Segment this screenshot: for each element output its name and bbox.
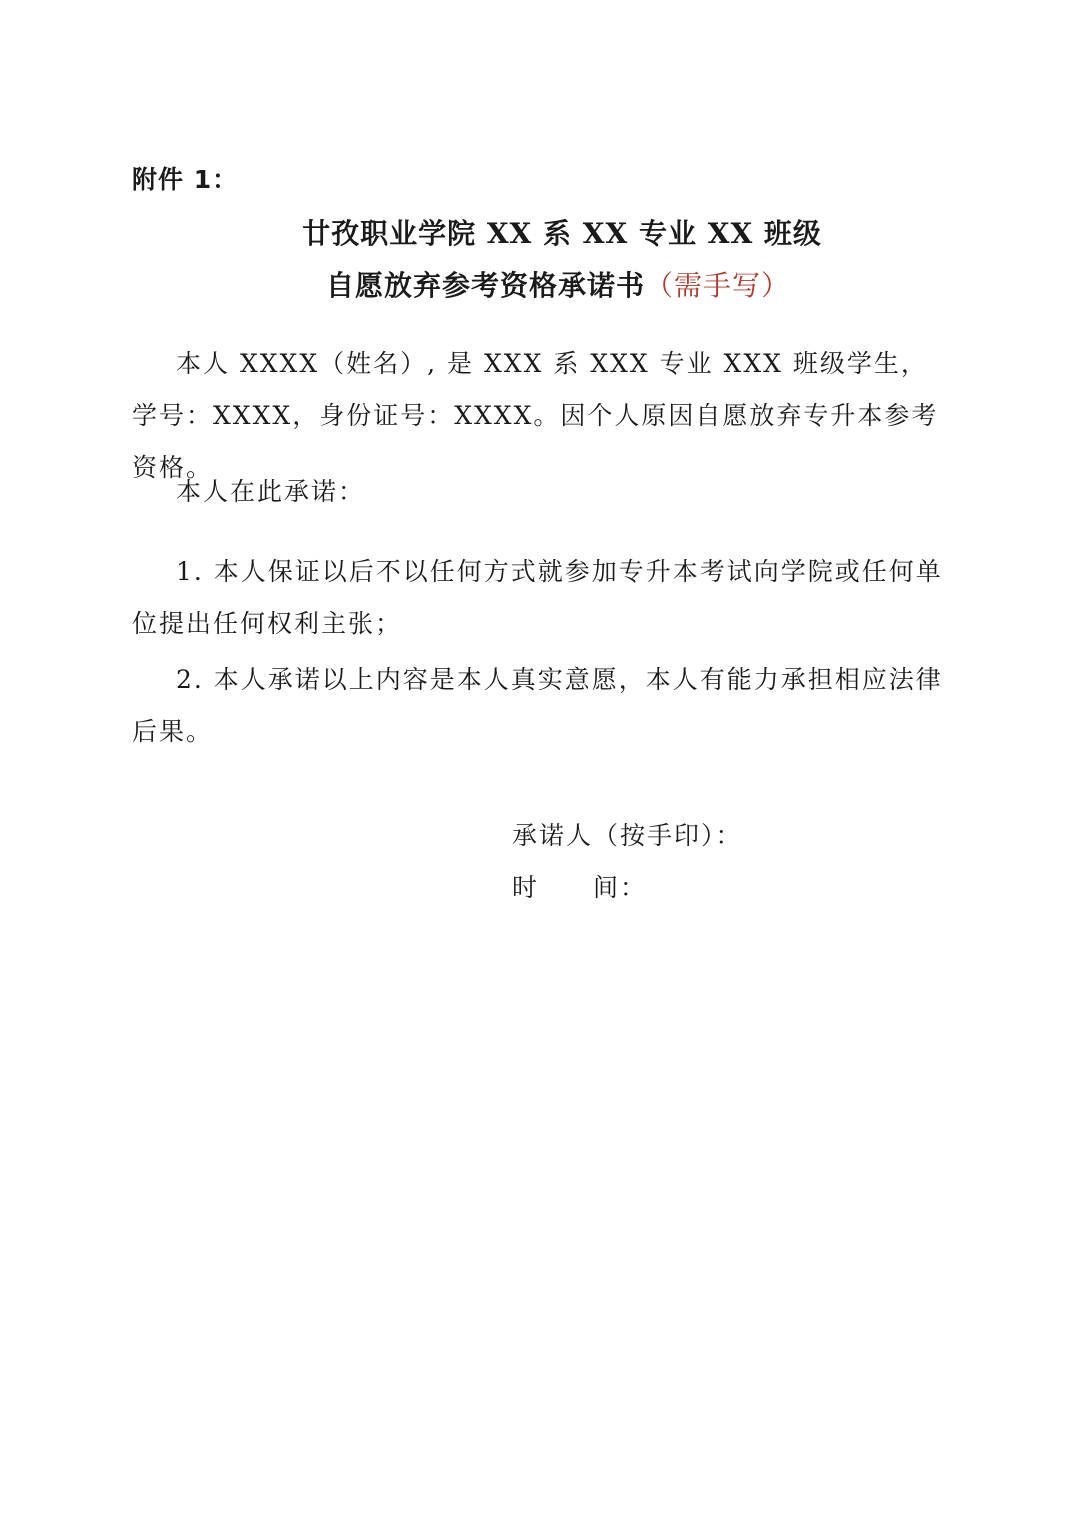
- signer-label: 承诺人（按手印）：: [512, 821, 743, 850]
- document-title-line-2: [18, 264, 1080, 308]
- promise-item-1: 1. 本人保证以后不以任何方式就参加专升本考试向学院或任何单位提出任何权利主张；: [132, 557, 943, 638]
- handwrite-note: （需手写）: [645, 269, 791, 302]
- document-title-main: 自愿放弃参考资格承诺书: [325, 269, 645, 302]
- date-label: 时 间：: [512, 873, 648, 902]
- intro-paragraph: 本人 XXXX（姓名）, 是 XXX 系 XXX 专业 XXX 班级学生，学号：XXXX，身份证号：XXXX。因个人原因自愿放弃专升本参考资格。: [132, 349, 939, 482]
- document-title-line-1: 廿孜职业学院 XX 系 XX 专业 XX 班级: [302, 217, 822, 250]
- promise-heading: 本人在此承诺：: [176, 477, 366, 506]
- attachment-label: 附件 1：: [132, 165, 239, 194]
- promise-item-2: 2. 本人承诺以上内容是本人真实意愿，本人有能力承担相应法律后果。: [132, 665, 943, 746]
